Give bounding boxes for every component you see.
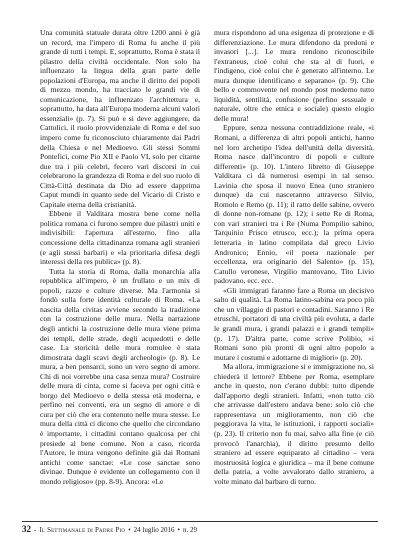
issue-date: 24 luglio 2016 — [133, 526, 175, 534]
footer-bullet: • — [128, 526, 131, 534]
article-paragraph: mura rispondono ad una esigenza di protezione e di differenziazione. Le mura difendono da predoni e invasori [...]. Le mura rendono riconoscibile l'extraneus, cioè colui che sta al di fuori, e l'indigeno, cioè colui che è generato all'interno. Le mura dunque identificano e separano» (p. 9). Che bello e commovente nel mondo post moderno tutto liquidità, sentilità, confusione (perfino sessuale e naturale, oltre che etnica e sociale) questo elogio delle mura! — [214, 28, 374, 123]
article-paragraph: Tutta la storia di Roma, dalla monarchia alla repubblica all'impero, è un frullato e un mix di popoli, razze e culture diverse. Ma l'armonia si fondò sulla forte identità culturale di Roma. «La nascita della civitas avviene secondo la tradizione con la costruzione delle mura. Nella narrazione degli antichi la costruzione delle mura viene prima dei templi, delle strade, degli acquedotti e delle case. La storicità delle mura romulee è stata dimostrata dagli scavi degli archeologi» (p. 8). Le mura, a ben pensarci, sono un vero segno di amore. Chi di noi vorrebbe una casa senza mura? Costruire delle mura di cinta, come si faceva per ogni città e borgo del Medioevo e della stessa età moderna, e perfino nei conventi, era un segno di amore e di cura per ciò che era contenuto nelle mura stesse. Le mura della città ci dicono che quello che circondano è importante, i cittadini contano qualcosa per chi presiede al bene comune. Non a caso, ricorda l'Autore, le mura vengono definite già dai Romani antichi come sanctae: «Le cose sanctae sono divinae. Dunque è evidente un collegamento con il mondo religioso» (pp. 8-9). Ancora: «Le — [40, 266, 200, 486]
article-paragraph: Ebbene il Valditara mostra bene come nella politica romana ci furono sempre due pilastri uniti e indivisibili: l'apertura all'esterno, fino alla concessione della cittadinanza romana agli stranieri (e agli stessi barbari) e «la prioritaria difesa degli interessi della res publica» (p. 8). — [40, 209, 200, 267]
article-paragraph: Eppure, senza nessuna contraddizione reale, «i Romani, a differenza di altri popoli antichi, hanno nel loro archetipo l'idea dell'unità della diversità. Roma nasce dall'incontro di popoli e culture differenti» (p. 10). L'intero libretto di Giuseppe Valditara ci dà numerosi esempi in tal senso. Lavinia che sposa il nuovo Enea (uno straniero dunque) da cui nasceranno attraverso Silvio, Romolo e Remo (p. 11); il ratto delle sabine, ovvero di donne non-romane (p. 12); i sette Re di Roma, con vari stranieri tra i Re (Numa Pompilio sabino, Tarquinio Prisco etrusco, ecc.); la prima opera letteraria in latino compilata dal greco Livio Andronico; Ennio, «il poeta nazionale per eccellenza, era originario del Salento» (p. 15), Catullo veronese, Virgilio mantovano, Tito Livio padovano, ecc. ecc. — [214, 123, 374, 286]
article-right-column — [214, 28, 374, 486]
article-paragraph: Una comunità statuale durata oltre 1200 anni è già un record, ma l'impero di Roma fu anche il più grande di tutti i tempi. E, soprattutto, Roma è stata il pilastro della civiltà occidentale. Non solo ha influenzato la lingua della gran parte delle popolazioni d'Europa, ma anche il diritto dei popoli di mezzo mondo, ha tracciato le grandi vie di comunicazione, ha influenzato l'architettura e, soprattutto, ha data all'Europa moderna alcuni valori essenziali» (p. 7). Si può e si deve aggiungere, da Cattolici, il ruolo provvidenziale di Roma e del suo impero come fu riconosciuto chiaramente dai Padri della Chiesa e nel Medioevo. Gli stessi Sommi Pontefici, come Pio XII e Paolo VI, solo per citarne due tra i più celebri, fecero vari discorsi in cui celebrarono la grandezza di Roma e del suo ruolo di Città-Città destinata da Dio ad essere dapprima Caput mundi in quanto sede del Vicario di Cristo e Capitale eterna della cristianità. — [40, 28, 200, 209]
page-footer — [22, 525, 378, 535]
article-paragraph: Ma allora, immigrazione sì e immigrazione no, si chiederà il lettore? Ebbene per Roma, esemplare anche in questo, non c'erano dubbi: tutto dipende dall'apporto degli stranieri. Infatti, «non tutto ciò che arrivasse dall'estero andava bene: solo ciò che rappresentava un miglioramento, non ciò che peggiorava la vita, le istituzioni, i rapporti sociali» (p. 23). Il criterio non fu mai, salvo alla fine (e ciò provocò l'anarchia), il diritto presunto dello straniero ad essere equiparato al cittadino – vera mostruosità logica e giuridica – ma il bene comune della patria, a volte avvalorato dallo straniero, a volte minato dal barbaro di turno. — [214, 362, 374, 486]
article-paragraph: «Gli immigrati faranno fare a Roma un decisivo salto di qualità. La Roma latino-sabina era poco più che un villaggio di pastori e contadini. Saranno i Re etruschi, portatori di una civiltà più evoluta, a darle le grandi mura, i grandi palazzi e i grandi templi» (p. 17). D'altra parte, come scrive Polibio, «i Romani sono più pronti di ogni altro popolo a mutare i costumi e adottarne di migliori» (p. 20). — [214, 285, 374, 362]
footer-separator: - — [34, 526, 37, 534]
publication-name: Il Settimanale di Padre Pio — [39, 526, 126, 534]
article-left-column — [40, 28, 200, 486]
page-number: 32 — [22, 524, 31, 534]
footer-bullet: • — [177, 526, 180, 534]
issue-number: n. 29 — [182, 526, 197, 534]
footer-divider — [22, 521, 378, 522]
